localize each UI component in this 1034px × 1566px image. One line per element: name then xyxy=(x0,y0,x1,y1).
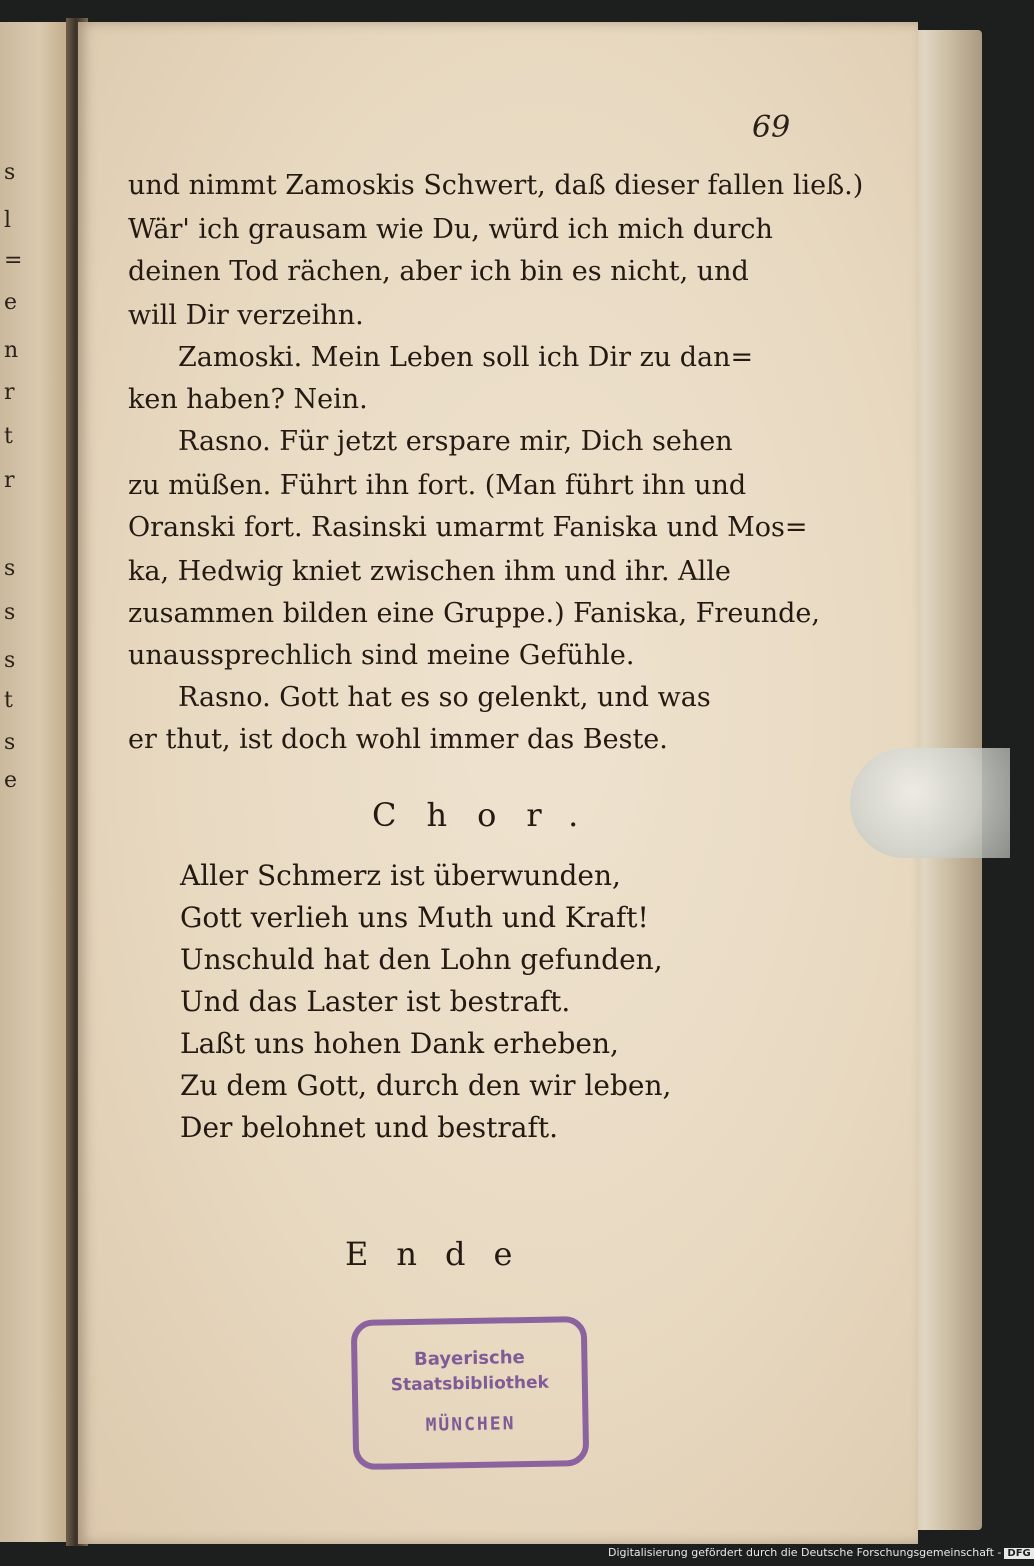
speaker-line: Rasno. Gott hat es so gelenkt, und was xyxy=(178,682,711,713)
body-line: und nimmt Zamoskis Schwert, daß dieser fallen ließ.) xyxy=(128,170,864,201)
left-page-char: s xyxy=(4,730,16,755)
chor-heading: Chor. xyxy=(372,796,609,834)
digitization-footer xyxy=(608,1546,1031,1564)
speaker-line: Zamoski. Mein Leben soll ich Dir zu dan= xyxy=(178,342,754,373)
verse-line: Der belohnet und bestraft. xyxy=(180,1111,558,1144)
body-line: deinen Tod rächen, aber ich bin es nicht, und xyxy=(128,256,749,287)
left-page-char: s xyxy=(4,160,16,185)
body-line: ka, Hedwig kniet zwischen ihm und ihr. Alle xyxy=(128,556,731,587)
left-page-char: s xyxy=(4,556,16,581)
left-page-char: r xyxy=(4,468,15,493)
stamp-line: Staatsbibliothek xyxy=(390,1372,550,1396)
verse-line: Gott verlieh uns Muth und Kraft! xyxy=(180,901,649,934)
left-page-char: l xyxy=(4,208,12,233)
left-page-char: e xyxy=(4,290,18,315)
book-page xyxy=(78,22,918,1544)
body-line: er thut, ist doch wohl immer das Beste. xyxy=(128,724,668,755)
body-line: unaussprechlich sind meine Gefühle. xyxy=(128,640,635,671)
page-number: 69 xyxy=(752,110,791,145)
verse-line: Unschuld hat den Lohn gefunden, xyxy=(180,943,663,976)
end-word: Ende xyxy=(345,1235,541,1273)
verse-line: Laßt uns hohen Dank erheben, xyxy=(180,1027,619,1060)
left-page-char: s xyxy=(4,600,16,625)
left-page-char: t xyxy=(4,688,13,713)
left-page-char: t xyxy=(4,424,13,449)
page-clip xyxy=(850,748,1010,858)
left-page-char: = xyxy=(4,248,23,273)
dfg-logo: DFG xyxy=(1004,1548,1033,1559)
verse-line: Zu dem Gott, durch den wir leben, xyxy=(180,1069,672,1102)
speaker-line: Rasno. Für jetzt erspare mir, Dich sehen xyxy=(178,426,733,457)
left-page-char: s xyxy=(4,648,16,673)
body-line: zusammen bilden eine Gruppe.) Faniska, Freunde, xyxy=(128,598,820,629)
library-stamp xyxy=(351,1316,590,1470)
footer-text: Digitalisierung gefördert durch die Deutsche Forschungsgemeinschaft - xyxy=(608,1546,1002,1559)
body-line: zu müßen. Führt ihn fort. (Man führt ihn und xyxy=(128,470,747,501)
left-page-char: e xyxy=(4,768,18,793)
body-line: ken haben? Nein. xyxy=(128,384,368,415)
left-facing-page xyxy=(0,22,72,1542)
left-page-char: r xyxy=(4,380,15,405)
body-line: Wär' ich grausam wie Du, würd ich mich durch xyxy=(128,214,773,245)
verse-line: Aller Schmerz ist überwunden, xyxy=(180,859,621,892)
stamp-line: MÜNCHEN xyxy=(425,1413,516,1436)
verse-line: Und das Laster ist bestraft. xyxy=(180,985,571,1018)
stamp-line: Bayerische xyxy=(413,1347,525,1370)
body-line: Oranski fort. Rasinski umarmt Faniska und Mos= xyxy=(128,512,808,543)
left-page-char: n xyxy=(4,338,19,363)
body-line: will Dir verzeihn. xyxy=(128,300,364,331)
